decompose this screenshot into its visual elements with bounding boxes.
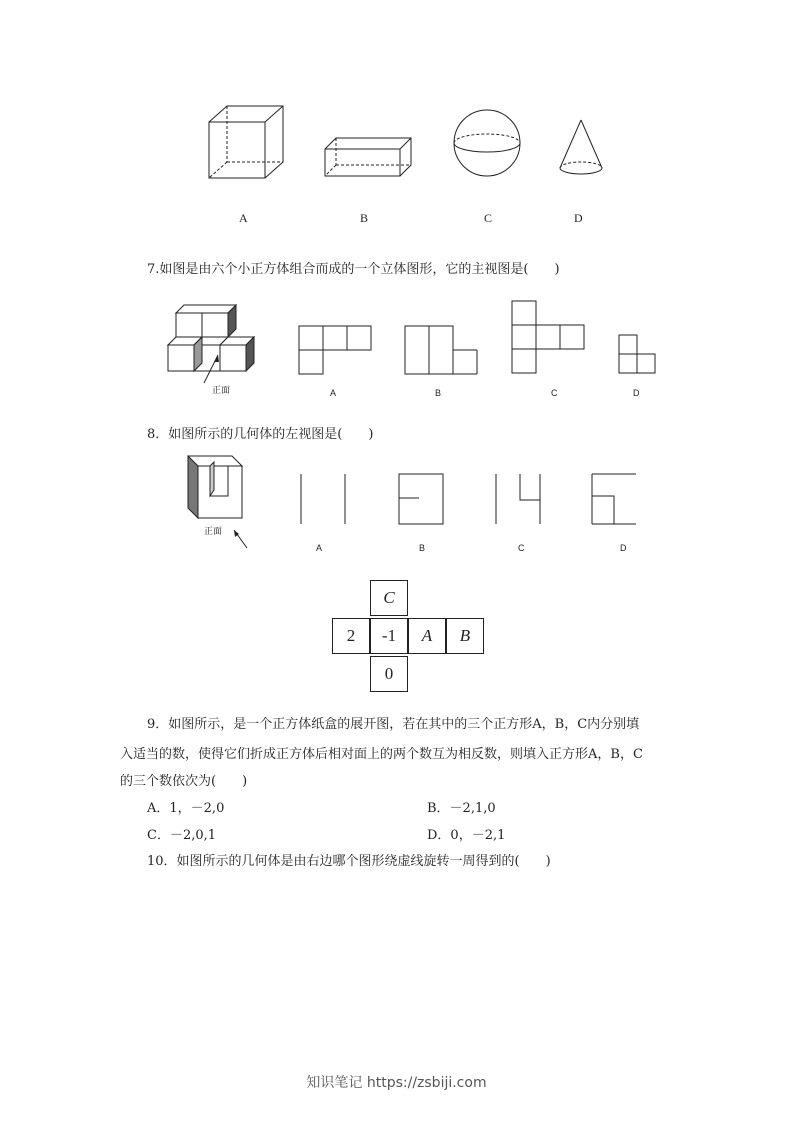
q9-option-a: A．1，－2,0 xyxy=(147,801,225,816)
question-9-line-1: 9．如图所示，是一个正方体纸盒的展开图，若在其中的三个正方形A，B，C内分别填 xyxy=(147,717,640,732)
footer-watermark: 知识笔记 https://zsbiji.com xyxy=(306,1075,487,1091)
cube-figure xyxy=(205,104,295,184)
q8-front-label: 正面 xyxy=(204,526,223,536)
sphere-figure xyxy=(452,108,524,180)
q7-option-d: D xyxy=(633,388,640,398)
q7-option-a-figure xyxy=(298,325,374,375)
q8-solid-figure xyxy=(184,452,254,552)
option-label-a: A xyxy=(239,211,248,225)
net-cell-2: 2 xyxy=(332,618,370,654)
net-cell-b: B xyxy=(446,618,484,654)
q8-option-a: A xyxy=(316,543,323,553)
question-9-line-2: 入适当的数，使得它们折成正方体后相对面上的两个数互为相反数，则填入正方形A，B，C xyxy=(120,747,643,762)
option-label-c: C xyxy=(484,211,493,225)
option-label-b: B xyxy=(360,211,369,225)
option-label-d: D xyxy=(574,211,583,225)
net-cell-a: A xyxy=(408,618,446,654)
question-8-text: 8．如图所示的几何体的左视图是( ) xyxy=(147,427,374,442)
q9-option-d: D．0，－2,1 xyxy=(427,828,506,843)
net-cell-0: 0 xyxy=(370,656,408,692)
question-10-text: 10．如图所示的几何体是由右边哪个图形绕虚线旋转一周得到的( ) xyxy=(147,854,551,869)
q7-front-label: 正面 xyxy=(212,385,231,395)
q8-option-b: B xyxy=(419,543,426,553)
q9-option-c: C．－2,0,1 xyxy=(147,828,217,843)
cuboid-figure xyxy=(322,134,417,180)
q8-option-d-figure xyxy=(590,472,640,526)
net-cell-c: C xyxy=(370,580,408,616)
q8-option-c-figure xyxy=(494,472,544,526)
q8-option-a-figure xyxy=(299,472,349,526)
cone-figure xyxy=(556,118,608,182)
q7-option-c: C xyxy=(551,388,558,398)
question-9-line-3: 的三个数依次为( ) xyxy=(120,774,248,789)
q8-option-b-figure xyxy=(397,472,447,526)
q7-option-b-figure xyxy=(404,325,480,375)
q7-option-a: A xyxy=(330,388,337,398)
q8-option-c: C xyxy=(518,543,525,553)
question-7-text: 7.如图是由六个小正方体组合而成的一个立体图形，它的主视图是( ) xyxy=(147,262,560,277)
cube-net xyxy=(332,580,488,695)
net-cell-neg1: -1 xyxy=(370,618,408,654)
q7-solid-figure xyxy=(160,303,265,383)
q7-option-b: B xyxy=(435,388,442,398)
q8-option-d: D xyxy=(620,543,627,553)
q7-option-c-figure xyxy=(511,300,587,375)
q9-option-b: B．－2,1,0 xyxy=(427,801,496,816)
q7-option-d-figure xyxy=(618,334,658,376)
